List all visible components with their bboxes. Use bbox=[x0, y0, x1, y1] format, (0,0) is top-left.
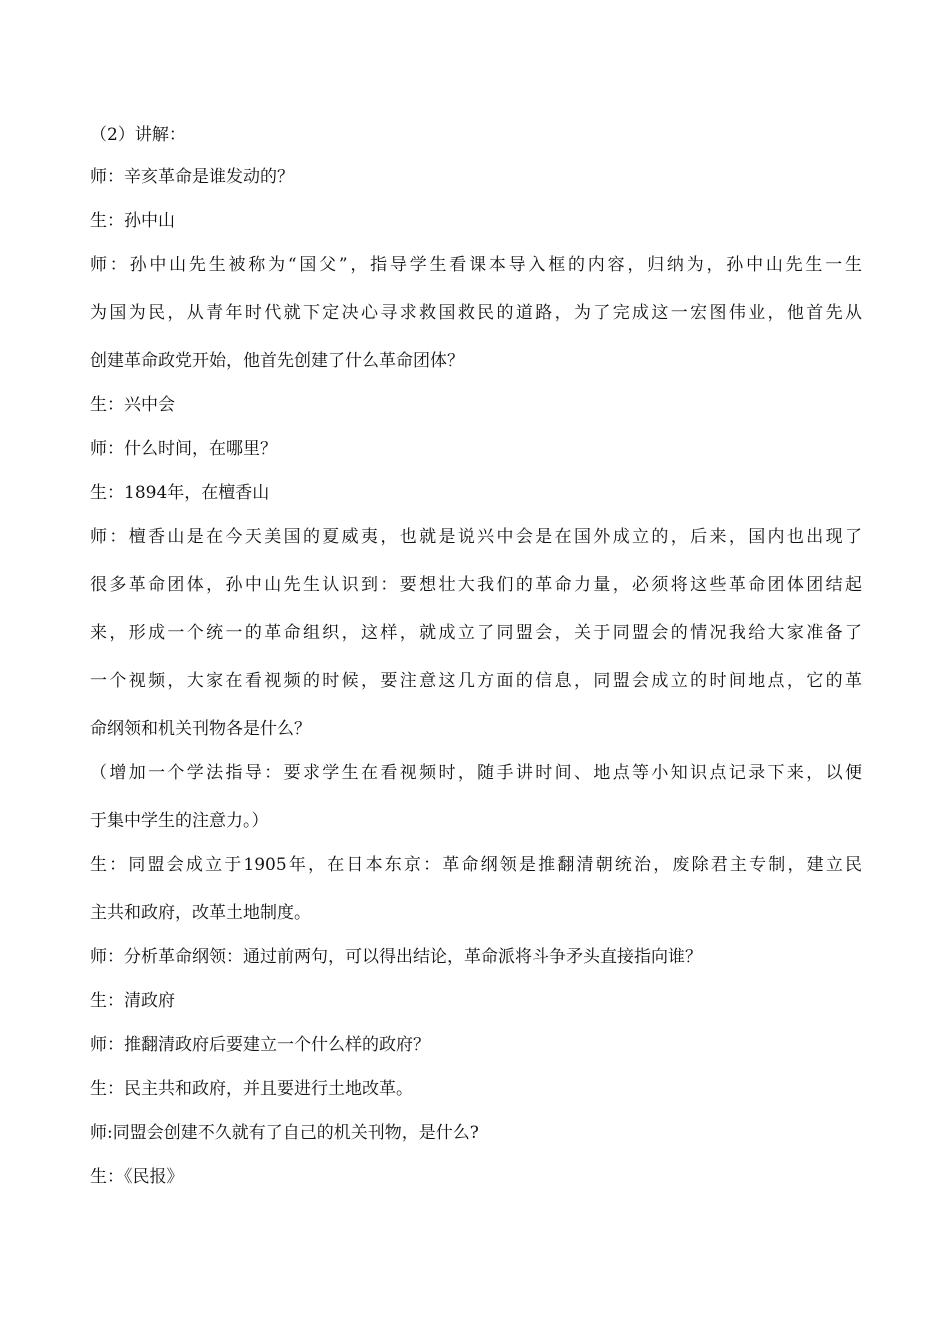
paragraph-line: 师：辛亥革命是谁发动的？ bbox=[90, 167, 294, 187]
paragraph-line: 生：清政府 bbox=[90, 991, 175, 1011]
paragraph-line: 很多革命团体，孙中山先生认识到：要想壮大我们的革命力量，必须将这些革命团体团结起 bbox=[90, 575, 862, 595]
paragraph-line: （2）讲解： bbox=[90, 125, 186, 145]
paragraph-line: 生：1894年，在檀香山 bbox=[90, 483, 270, 503]
paragraph-line: 来，形成一个统一的革命组织，这样，就成立了同盟会，关于同盟会的情况我给大家准备了 bbox=[90, 623, 862, 643]
paragraph-line: 师：檀香山是在今天美国的夏威夷，也就是说兴中会是在国外成立的，后来，国内也出现了 bbox=[90, 527, 862, 547]
paragraph-line: 生：同盟会成立于1905年，在日本东京：革命纲领是推翻清朝统治，废除君主专制，建立民 bbox=[90, 855, 862, 875]
paragraph-line: 一个视频，大家在看视频的时候，要注意这几方面的信息，同盟会成立的时间地点，它的革 bbox=[90, 671, 862, 691]
paragraph-line: 命纲领和机关刊物各是什么？ bbox=[90, 719, 311, 739]
paragraph-line: 创建革命政党开始，他首先创建了什么革命团体？ bbox=[90, 351, 464, 371]
paragraph-line: 于集中学生的注意力。） bbox=[90, 811, 269, 831]
paragraph-line: 师：推翻清政府后要建立一个什么样的政府？ bbox=[90, 1035, 430, 1055]
paragraph-line: 生：孙中山 bbox=[90, 211, 175, 231]
paragraph-line: 师：什么时间，在哪里？ bbox=[90, 439, 277, 459]
paragraph-line: 主共和政府，改革土地制度。 bbox=[90, 903, 311, 923]
paragraph-line: 师：孙中山先生被称为“国父”，指导学生看课本导入框的内容，归纳为，孙中山先生一生 bbox=[90, 255, 862, 275]
paragraph-line: 生：民主共和政府，并且要进行土地改革。 bbox=[90, 1079, 413, 1099]
paragraph-line: 生：兴中会 bbox=[90, 395, 175, 415]
paragraph-line: （增加一个学法指导：要求学生在看视频时，随手讲时间、地点等小知识点记录下来，以便 bbox=[90, 763, 862, 783]
paragraph-line: 生：《民报》 bbox=[90, 1167, 184, 1187]
paragraph-line: 师：分析革命纲领：通过前两句，可以得出结论，革命派将斗争矛头直接指向谁？ bbox=[90, 947, 702, 967]
paragraph-line: 为国为民，从青年时代就下定决心寻求救国救民的道路，为了完成这一宏图伟业，他首先从 bbox=[90, 303, 862, 323]
paragraph-line: 师:同盟会创建不久就有了自己的机关刊物，是什么? bbox=[90, 1123, 479, 1143]
